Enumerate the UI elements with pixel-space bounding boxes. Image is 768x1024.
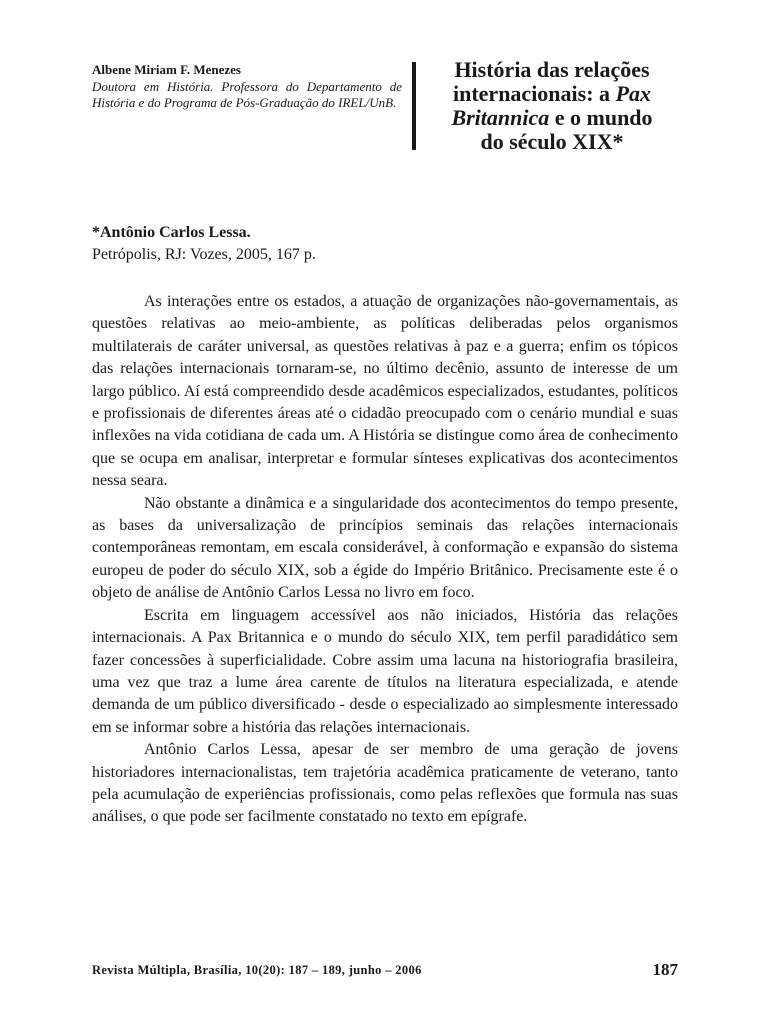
paragraph: Escrita em linguagem accessível aos não iniciados, História das relações internacionais. A Pax Britannica e o mundo do século XIX, tem perfil paradidático sem fazer concessões à superficialidade. Cobre assim uma lacuna na historiografia brasileira, uma vez que traz a lume área carente de títulos na literatura especializada, e atende demanda de um público diversificado - desde o especializado ao simplesmente interessado em se informar sobre a história das relações internacionais. — [92, 606, 678, 736]
title-divider — [412, 62, 416, 150]
page-number: 187 — [652, 960, 678, 979]
title-line-4: do século XIX* — [480, 129, 624, 154]
paragraph: Antônio Carlos Lessa, apesar de ser membro de uma geração de jovens historiadores internacionalistas, tem trajetória acadêmica praticamente de veterano, tanto pela acumulação de experiências profissionais, como pelas reflexões que formula nas suas análises, o que pode ser facilmente constatado no texto em epígrafe. — [92, 741, 678, 826]
title-line-3-text: e o mundo — [549, 105, 653, 130]
author-block — [92, 62, 402, 112]
title-line-3-italic: Britannica — [451, 105, 550, 130]
author-description: Doutora em História. Professora do Departamento de História e do Programa de Pós-Graduação do IREL/UnB. — [92, 78, 402, 110]
reference-author: *Antônio Carlos Lessa. — [92, 224, 251, 241]
paragraph: As interações entre os estados, a atuação de organizações não-governamentais, as questões relativas ao meio-ambiente, as políticas deliberadas pelos organismos multilaterais de caráter universal, as questões relativas à paz e a guerra; enfim os tópicos das relações internacionais tornaram-se, no último decênio, assunto de interesse de um largo público. Aí está compreendido desde acadêmicos especializados, estudantes, políticos e profissionais de diferentes áreas até o cidadão preocupado com o cenário mundial e suas inflexões na vida cotidiana de cada um. A História se distingue como área de conhecimento que se ocupa em analisar, interpretar e formular sínteses explicativas dos acontecimentos nessa seara. — [92, 293, 678, 490]
article-title — [426, 58, 678, 154]
book-reference — [92, 222, 678, 266]
paragraph: Não obstante a dinâmica e a singularidade dos acontecimentos do tempo presente, as bases da universalização de princípios seminais das relações internacionais contemporâneas remontam, em escala considerável, à conformação e expansão do sistema europeu de poder do século XIX, sob a égide do Império Britânico. Precisamente este é o objeto de análise de Antônio Carlos Lessa no livro em foco. — [92, 494, 678, 602]
page-footer — [92, 956, 678, 980]
journal-reference: Revista Múltipla, Brasília, 10(20): 187 – 189, junho – 2006 — [92, 963, 422, 977]
title-line-2-italic: Pax — [615, 81, 651, 106]
title-line-3 — [426, 106, 678, 130]
body-text — [92, 291, 678, 829]
title-line-2-text: internacionais: a — [452, 81, 616, 106]
title-line-2 — [426, 82, 678, 106]
reference-publication: Petrópolis, RJ: Vozes, 2005, 167 p. — [92, 246, 316, 263]
author-name: Albene Miriam F. Menezes — [92, 62, 241, 77]
title-line-1: História das relações — [454, 57, 650, 82]
